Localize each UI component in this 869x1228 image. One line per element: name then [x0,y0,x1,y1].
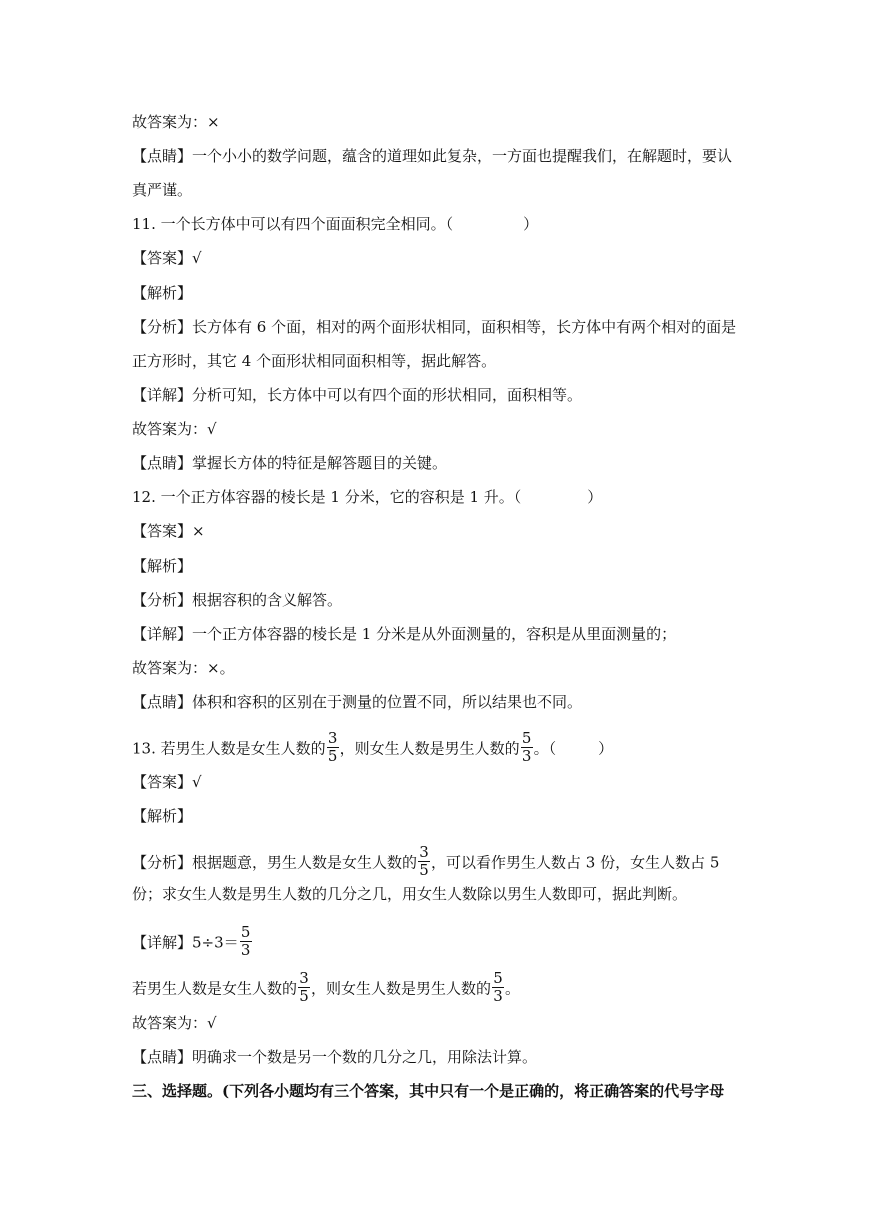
question-13-paren: ） [598,739,614,758]
question-12 [132,487,602,507]
analysis-heading: 【解析】 [132,807,193,825]
analysis-line-cont: 份；求女生人数是男生人数的几分之几，用女生人数除以男生人数即可，据此判断。 [132,885,688,903]
question-13-text: 13. 若男生人数是女生人数的 [132,739,326,758]
analysis-heading: 【解析】 [132,557,193,575]
comment-line: 【点睛】明确求一个数是另一个数的几分之几，用除法计算。 [132,1048,538,1066]
detail-line: 【详解】5÷3＝ $\frac{5}{3}$ [132,923,251,959]
analysis-line-cont: 正方形时，其它 4 个面形状相同面积相等，据此解答。 [132,352,497,370]
detail-line: 【详解】一个正方体容器的棱长是 1 分米是从外面测量的，容积是从里面测量的； [132,625,677,643]
comment-line-cont: 真严谨。 [132,181,193,199]
detail-line-cont: 若男生人数是女生人数的 $\frac{3}{5}$ ，则女生人数是男生人数的 $\frac{5}{3}$ 。 [132,969,521,1005]
fraction: $\frac{5}{3}$ [240,923,251,959]
analysis-line: 【分析】根据题意，男生人数是女生人数的 $\frac{3}{5}$ ，可以看作男生人数占 3 份，女生人数占 5 [132,843,720,879]
answer-line: 【答案】√ [132,249,202,267]
fraction: $\frac{3}{5}$ [299,969,309,1005]
detail-line: 【详解】分析可知，长方体中可以有四个面的形状相同，面积相等。 [132,386,583,404]
answer-line: 故答案为：√ [132,420,217,438]
analysis-heading: 【解析】 [132,284,193,302]
question-12-paren: ） [587,488,603,506]
answer-line: 故答案为：×。 [132,659,235,677]
question-11-text: 11. 一个长方体中可以有四个面面积完全相同。（ [132,215,454,233]
analysis-line: 【分析】根据容积的含义解答。 [132,591,343,609]
comment-line: 【点睛】一个小小的数学问题，蕴含的道理如此复杂，一方面也提醒我们，在解题时，要认 [132,147,733,165]
question-12-text: 12. 一个正方体容器的棱长是 1 分米，它的容积是 1 升。（ [132,488,522,506]
question-11-paren: ） [523,215,539,233]
comment-line: 【点睛】掌握长方体的特征是解答题目的关键。 [132,454,448,472]
analysis-line: 【分析】长方体有 6 个面，相对的两个面形状相同，面积相等，长方体中有两个相对的面是 [132,318,737,336]
answer-line: 【答案】× [132,522,205,540]
fraction: $\frac{3}{5}$ [327,729,338,765]
fraction: $\frac{5}{3}$ [521,729,532,765]
answer-line: 故答案为：√ [132,1014,217,1032]
answer-line: 故答案为：× [132,113,220,131]
section-heading: 三、选择题。(下列各小题均有三个答案，其中只有一个是正确的，将正确答案的代号字母 [132,1082,725,1100]
comment-line: 【点睛】体积和容积的区别在于测量的位置不同，所以结果也不同。 [132,693,583,711]
fraction: $\frac{3}{5}$ [419,843,429,879]
answer-line: 【答案】√ [132,773,202,791]
question-13: 13. 若男生人数是女生人数的 $\frac{3}{5}$ ，则女生人数是男生人数的 $\frac{5}{3}$ 。（ ） [132,729,614,765]
question-11 [132,214,538,234]
fraction: $\frac{5}{3}$ [493,969,503,1005]
